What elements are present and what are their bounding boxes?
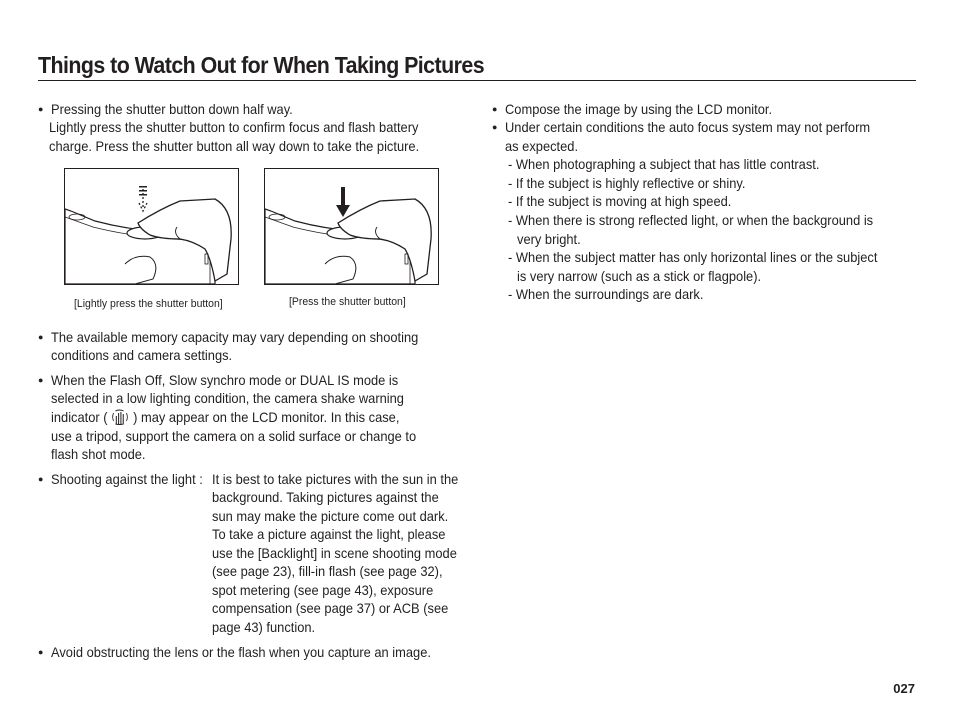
sub-item: - When the surroundings are dark. (508, 286, 704, 302)
bullet: ● (38, 332, 44, 342)
bullet: ● (492, 104, 498, 114)
text-line: Under certain conditions the auto focus system may not perform (505, 119, 871, 135)
text-line: To take a picture against the light, please (212, 526, 446, 542)
sub-item: - When there is strong reflected light, or when the background is (508, 212, 874, 228)
text-line: Pressing the shutter button down half way. (51, 101, 293, 117)
page-title: Things to Watch Out for When Taking Pictures (38, 52, 485, 78)
text-line: conditions and camera settings. (51, 347, 233, 363)
half-press-figure (64, 168, 239, 285)
text-line: charge. Press the shutter button all way down to take the picture. (49, 138, 420, 154)
text-line: page 43) function. (212, 619, 316, 635)
text-line: It is best to take pictures with the sun in the (212, 471, 459, 487)
sub-item: - If the subject is moving at high speed. (508, 193, 732, 209)
text-line: Compose the image by using the LCD monitor. (505, 101, 773, 117)
text-line: When the Flash Off, Slow synchro mode or DUAL IS mode is (51, 372, 399, 388)
sub-item: - If the subject is highly reflective or shiny. (508, 175, 746, 191)
page-number: 027 (893, 681, 915, 696)
text-line: use the [Backlight] in scene shooting mode (212, 545, 457, 561)
bullet: ● (38, 104, 44, 114)
sub-item: - When photographing a subject that has little contrast. (508, 156, 820, 172)
text-line: Avoid obstructing the lens or the flash when you capture an image. (51, 644, 431, 660)
text-line: background. Taking pictures against the (212, 489, 439, 505)
sub-item: is very narrow (such as a stick or flagpole). (517, 268, 762, 284)
camera-shake-warning-icon (111, 409, 129, 425)
text-line: as expected. (505, 138, 579, 154)
figure-caption: [Press the shutter button] (289, 296, 406, 308)
text-line (51, 408, 399, 426)
text-line: use a tripod, support the camera on a solid surface or change to (51, 428, 417, 444)
text-line: selected in a low lighting condition, the camera shake warning (51, 390, 404, 406)
bullet: ● (38, 474, 44, 484)
text-fragment: indicator ( (51, 409, 108, 425)
bullet: ● (38, 647, 44, 657)
bullet: ● (38, 375, 44, 385)
text-line: Shooting against the light : (51, 471, 203, 487)
text-line: compensation (see page 37) or ACB (see (212, 600, 449, 616)
sub-item: - When the subject matter has only horizontal lines or the subject (508, 249, 878, 265)
figure-caption: [Lightly press the shutter button] (74, 298, 223, 310)
full-press-figure (264, 168, 439, 285)
text-line: Lightly press the shutter button to confirm focus and flash battery (49, 119, 419, 135)
text-fragment: ) may appear on the LCD monitor. In this case, (133, 409, 400, 425)
text-line: (see page 23), fill-in flash (see page 32), (212, 563, 443, 579)
text-line: sun may make the picture come out dark. (212, 508, 449, 524)
sub-item: very bright. (517, 231, 581, 247)
bullet: ● (492, 122, 498, 132)
text-line: spot metering (see page 43), exposure (212, 582, 434, 598)
text-line: The available memory capacity may vary depending on shooting (51, 329, 419, 345)
title-rule (38, 80, 916, 81)
text-line: flash shot mode. (51, 446, 146, 462)
